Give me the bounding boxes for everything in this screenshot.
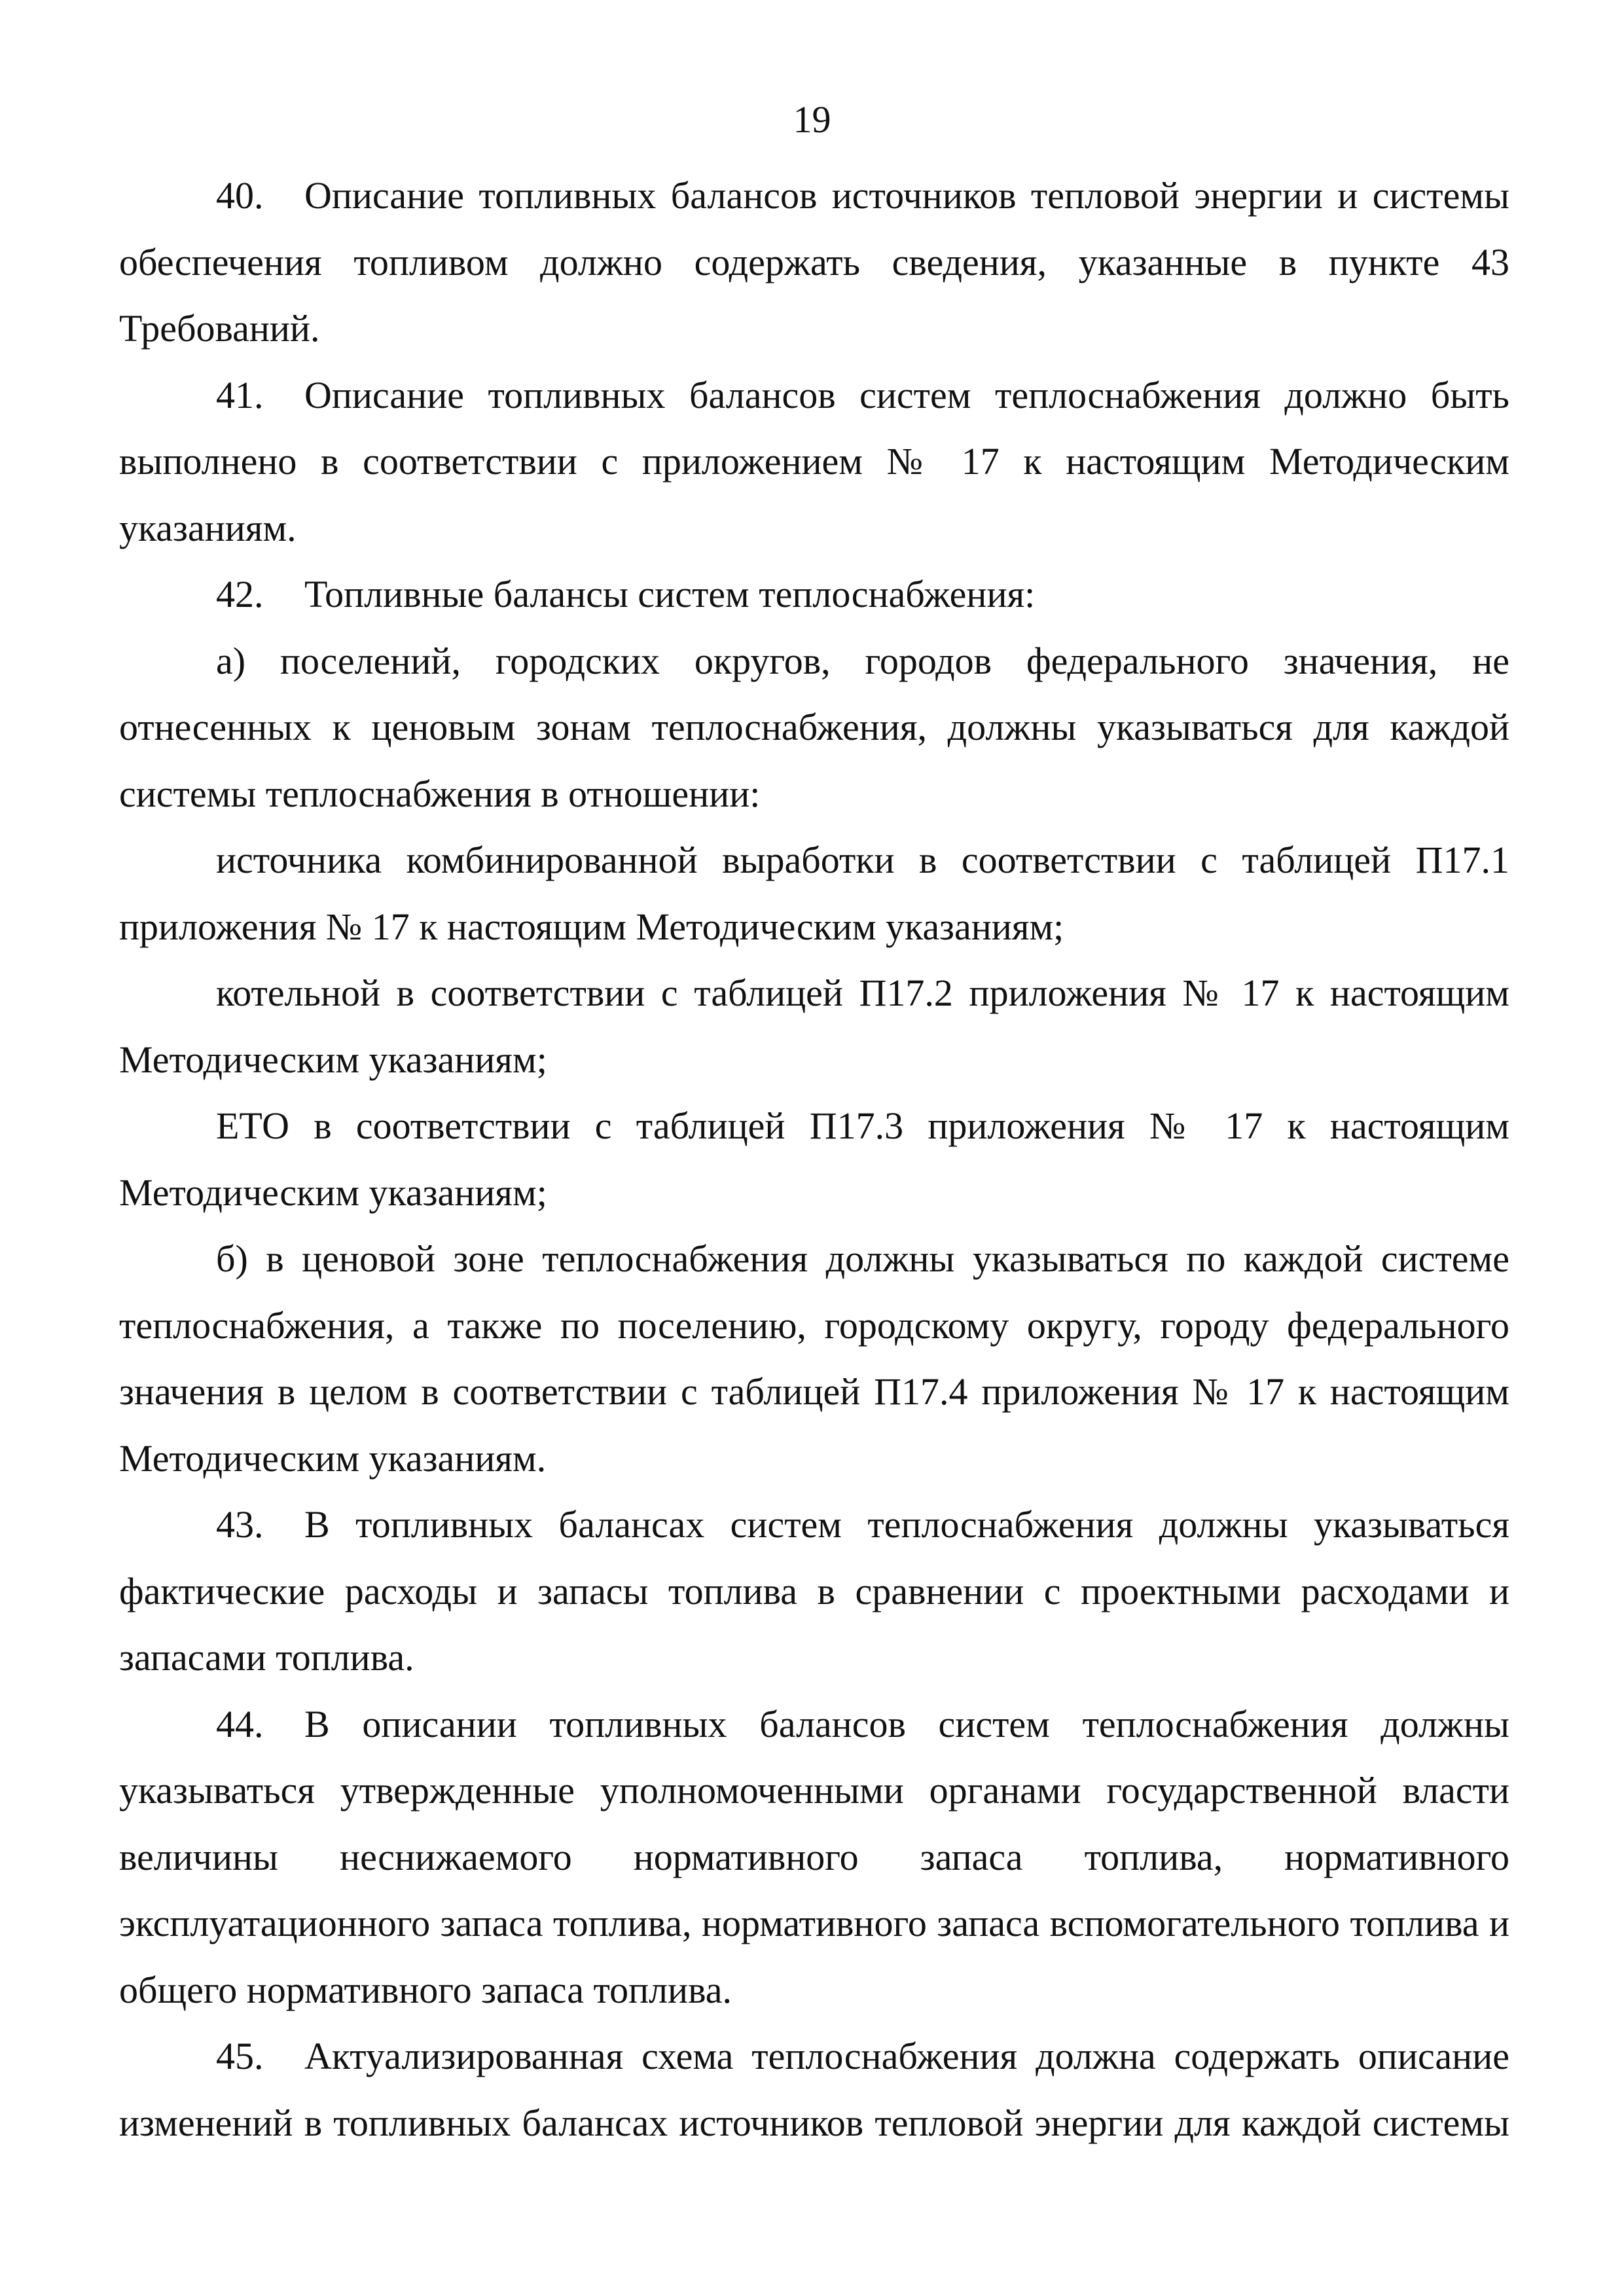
paragraph-text: Описание топливных балансов систем теплоснабжения должно быть выполнено в соответствии с приложением № 17 к настоящим Методическим указаниям.: [119, 373, 1509, 549]
paragraph-text: В топливных балансах систем теплоснабжения должны указываться фактические расходы и запасы топлива в сравнении с проектными расходами и запасами топлива.: [119, 1503, 1509, 1679]
paragraph-text: котельной в соответствии с таблицей П17.2 приложения № 17 к настоящим Методическим указаниям;: [119, 972, 1509, 1081]
paragraph-text: б) в ценовой зоне теплоснабжения должны указываться по каждой системе теплоснабжения, а также по поселению, городскому округу, городу федерального значения в целом в соответствии с таблицей П17.4 приложения № 17 к настоящим Методическим указаниям.: [119, 1237, 1509, 1480]
paragraph-text: а) поселений, городских округов, городов федерального значения, не отнесенных к ценовым зонам теплоснабжения, должны указываться для каждой системы теплоснабжения в отношении:: [119, 639, 1509, 815]
paragraph-text: источника комбинированной выработки в соответствии с таблицей П17.1 приложения № 17 к настоящим Методическим указаниям;: [119, 839, 1509, 948]
page-number: 19: [793, 98, 831, 141]
paragraph-number: 42.: [216, 573, 264, 615]
paragraph-text: ЕТО в соответствии с таблицей П17.3 приложения № 17 к настоящим Методическим указаниям;: [119, 1104, 1509, 1214]
paragraph-number: 41.: [216, 373, 264, 416]
item-boiler: [119, 960, 1509, 1093]
paragraph-number: 44.: [216, 1702, 264, 1745]
subparagraph-b: [119, 1226, 1509, 1491]
item-combined-source: [119, 827, 1509, 960]
paragraph-number: 43.: [216, 1503, 264, 1546]
item-eto: [119, 1093, 1509, 1226]
paragraph-40: [119, 162, 1509, 362]
paragraph-42: [119, 561, 1509, 628]
paragraph-45: [119, 2023, 1509, 2156]
paragraph-text: Описание топливных балансов источников тепловой энергии и системы обеспечения топливом должно содержать сведения, указанные в пункте 43 Требований.: [119, 174, 1509, 350]
paragraph-number: 45.: [216, 2035, 264, 2077]
paragraph-text: Актуализированная схема теплоснабжения должна содержать описание изменений в топливных балансах источников тепловой энергии для каждой системы: [119, 2035, 1509, 2144]
paragraph-41: [119, 362, 1509, 562]
paragraph-43: [119, 1491, 1509, 1691]
paragraph-number: 40.: [216, 174, 264, 217]
paragraph-text: В описании топливных балансов систем теплоснабжения должны указываться утвержденные уполномоченными органами государственной власти величины неснижаемого нормативного запаса топлива, нормативного эксплуатационного запаса топлива, нормативного запаса вспомогательного топлива и общего нормативного запаса топлива.: [119, 1702, 1509, 2011]
subparagraph-a: [119, 628, 1509, 828]
paragraph-text: Топливные балансы систем теплоснабжения:: [304, 573, 1036, 615]
document-body: [119, 162, 1509, 2156]
paragraph-44: [119, 1691, 1509, 2024]
